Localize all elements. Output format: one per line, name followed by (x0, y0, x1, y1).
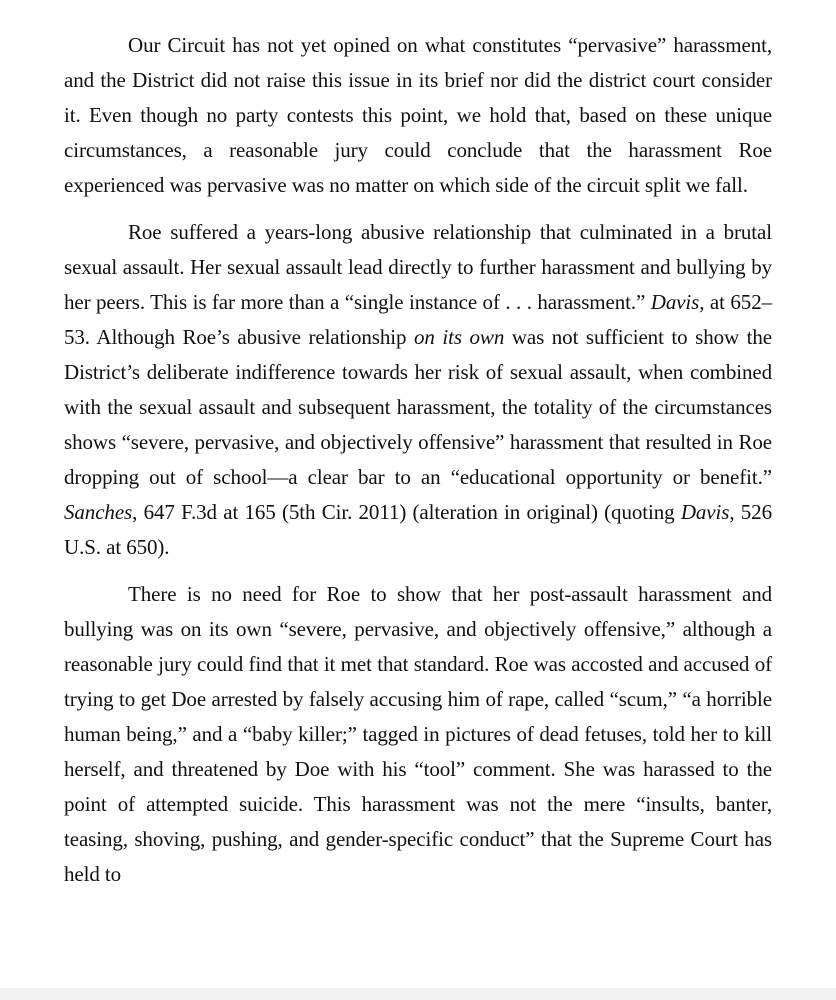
text-segment: , 647 F.3d at 165 (5th Cir. 2011) (alteration in original) (quoting (132, 500, 681, 524)
paragraph-2 (64, 215, 772, 565)
page-bottom-edge (0, 988, 836, 1000)
paragraph-3 (64, 577, 772, 892)
italic-case-name: Davis, (650, 290, 705, 314)
italic-emphasis: on its own (414, 325, 505, 349)
text-segment: Roe suffered a years-long abusive relationship that culminated in a brutal sexual assault. Her sexual assault lead directly to further harassment and bullying by her peers. This is far more than a “single instance of . . . harassment.” (64, 220, 772, 314)
text-segment: was not sufficient to show the District’s deliberate indifference towards her risk of sexual assault, when combined with the sexual assault and subsequent harassment, the totality of the circumstances shows “severe, pervasive, and objectively offensive” harassment that resulted in Roe dropping out of school—a clear bar to an “educational opportunity or benefit.” (64, 325, 772, 489)
text-segment: There is no need for Roe to show that her post-assault harassment and bullying was on its own “severe, pervasive, and objectively offensive,” although a reasonable jury could find that it met that standard. Roe was accosted and accused of trying to get Doe arrested by falsely accusing him of rape, called “scum,” “a horrible human being,” and a “baby killer;” tagged in pictures of dead fetuses, told her to kill herself, and threatened by Doe with his “tool” comment. She was harassed to the point of attempted suicide. This harassment was not the mere “insults, banter, teasing, shoving, pushing, and gender-specific conduct” that the Supreme Court has held to (64, 582, 772, 886)
text-segment: at 652–53. Although Roe’s abusive relationship (64, 290, 773, 349)
italic-case-name: Davis (680, 500, 730, 524)
italic-case-name: Sanches (64, 500, 133, 524)
text-segment: Our Circuit has not yet opined on what constitutes “pervasive” harassment, and the District did not raise this issue in its brief nor did the district court consider it. Even though no party contests this point, we hold that, based on these unique circumstances, a reasonable jury could conclude that the harassment Roe experienced was pervasive was no matter on which side of the circuit split we fall. (64, 33, 772, 197)
text-segment: , 526 U.S. at 650). (64, 500, 772, 559)
paragraph-1 (64, 28, 772, 203)
